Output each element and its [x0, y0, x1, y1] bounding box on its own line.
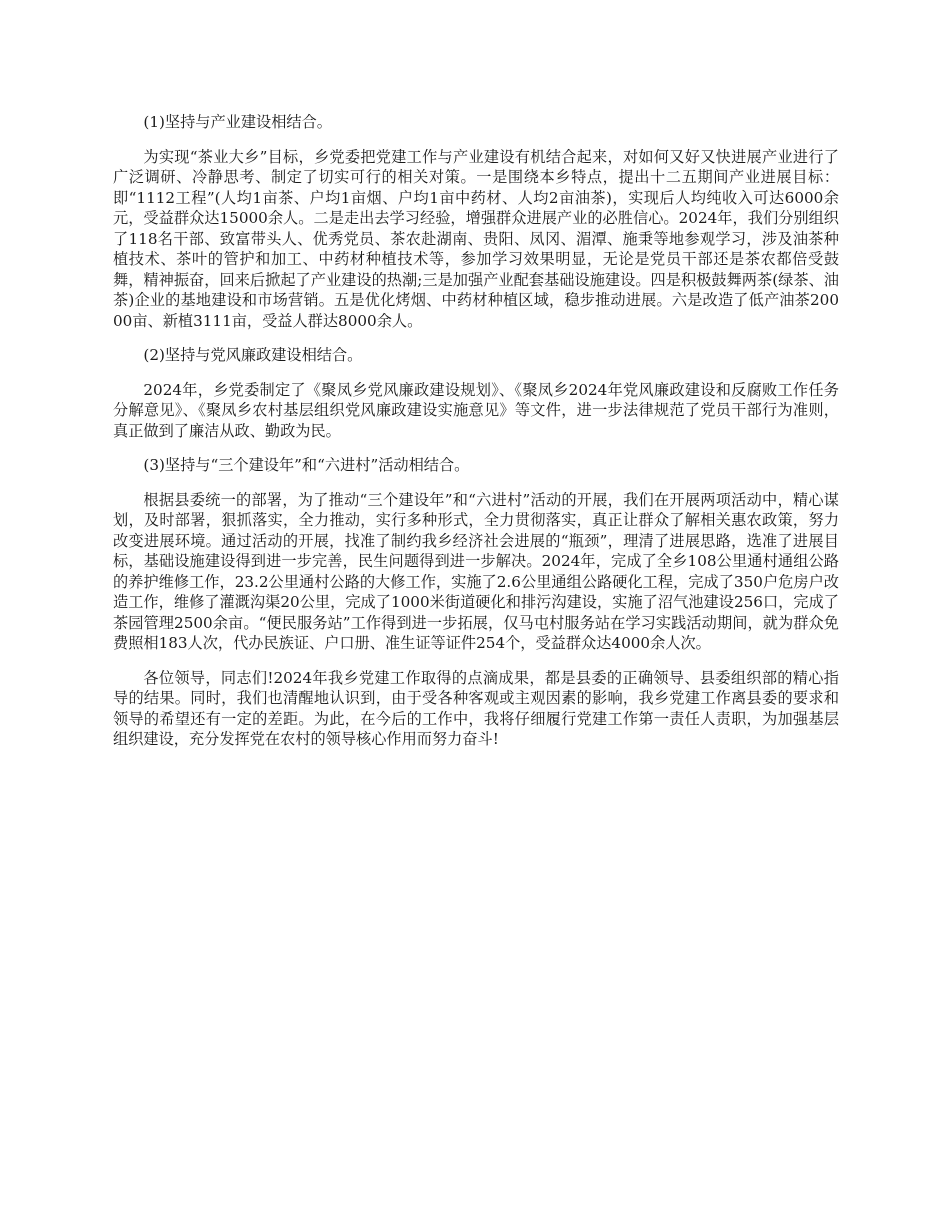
section-heading-industry: (1)坚持与产业建设相结合。: [143, 113, 332, 131]
section-body-integrity: 2024年，乡党委制定了《聚凤乡党风廉政建设规划》、《聚凤乡2024年党风廉政建设和反腐败工作任务分解意见》、《聚凤乡农村基层组织党风廉政建设实施意见》等文件，进一步法律规范了党员干部行为准则，真正做到了廉洁从政、勤政为民。: [113, 380, 839, 440]
closing-paragraph: 各位领导，同志们!2024年我乡党建工作取得的点滴成果，都是县委的正确领导、县委组织部的精心指导的结果。同时，我们也清醒地认识到，由于受各种客观或主观因素的影响，我乡党建工作离县委的要求和领导的希望还有一定的差距。为此，在今后的工作中，我将仔细履行党建工作第一责任人责职，为加强基层组织建设，充分发挥党在农村的领导核心作用而努力奋斗!: [113, 668, 839, 748]
section-heading-campaigns: (3)坚持与“三个建设年”和“六进村”活动相结合。: [143, 456, 470, 474]
section-body-industry: 为实现“茶业大乡”目标，乡党委把党建工作与产业建设有机结合起来，对如何又好又快进展产业进行了广泛调研、冷静思考、制定了切实可行的相关对策。一是围绕本乡特点，提出十二五期间产业进展目标：即“1112工程”(人均1亩茶、户均1亩烟、户均1亩中药材、人均2亩油茶)，实现后人均纯收入可达6000余元，受益群众达15000余人。二是走出去学习经验，增强群众进展产业的必胜信心。2024年，我们分别组织了118名干部、致富带头人、优秀党员、茶农赴湖南、贵阳、凤冈、湄潭、施秉等地参观学习，涉及油茶种植技术、茶叶的管护和加工、中药材种植技术等，参加学习效果明显，无论是党员干部还是茶农都倍受鼓舞，精神振奋，回来后掀起了产业建设的热潮;三是加强产业配套基础设施建设。四是积极鼓舞两茶(绿茶、油茶)企业的基地建设和市场营销。五是优化烤烟、中药材种植区域，稳步推动进展。六是改造了低产油茶20000亩、新植3111亩，受益人群达8000余人。: [113, 147, 839, 330]
section-body-campaigns: 根据县委统一的部署，为了推动“三个建设年”和“六进村”活动的开展，我们在开展两项活动中，精心谋划，及时部署，狠抓落实，全力推动，实行多种形式，全力贯彻落实，真正让群众了解相关惠农政策，努力改变进展环境。通过活动的开展，找准了制约我乡经济社会进展的“瓶颈”，理清了进展思路，选准了进展目标，基础设施建设得到进一步完善，民生问题得到进一步解决。2024年，完成了全乡108公里通村通组公路的养护维修工作，23.2公里通村公路的大修工作，实施了2.6公里通组公路硬化工程，完成了350户危房户改造工作，维修了灌溉沟渠20公里，完成了1000米街道硬化和排污沟建设，实施了沼气池建设256口，完成了茶园管理2500余亩。“便民服务站”工作得到进一步拓展，仅马屯村服务站在学习实践活动期间，就为群众免费照相183人次，代办民族证、户口册、准生证等证件254个，受益群众达4000余人次。: [113, 490, 839, 652]
section-heading-integrity: (2)坚持与党风廉政建设相结合。: [143, 346, 363, 364]
document-page: [113, 112, 839, 764]
